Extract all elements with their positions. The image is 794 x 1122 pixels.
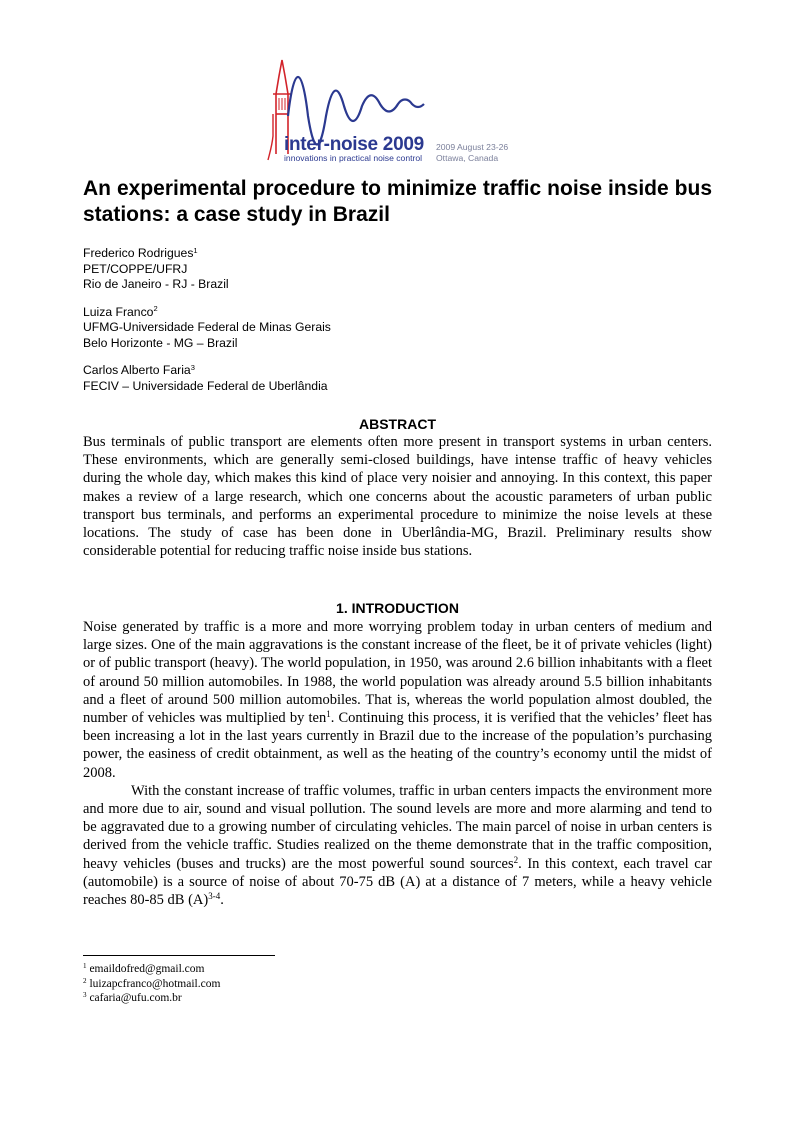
- author-name: Carlos Alberto Faria: [83, 363, 191, 377]
- footnote: [83, 962, 220, 977]
- paragraph: [83, 782, 712, 909]
- paragraph-text: . In this context, each travel car (automobile) is a source of noise of about 70-75 dB (A) at a distance of 7 meters, while a heavy vehicle reaches 80-85 dB (A): [83, 855, 712, 909]
- logo-name: inter-noise 2009: [284, 134, 424, 155]
- author-block: [83, 246, 331, 293]
- paragraph-text: Noise generated by traffic is a more and more worrying problem today in urban centers of medium and large sizes. One of the main aggravations is the constant increase of the fleet, be it of private vehicles (light) or of public transport (heavy). The world population, in 1950, was around 2.6 billion inhabitants with a fleet of around 50 million automobiles. In 1988, the world population was already around 5.5 billion inhabitants and a fleet of around 500 million automobiles. That is, whereas the world population almost doubled, the number of vehicles was multiplied by ten: [83, 619, 712, 727]
- citation-marker: 3-4: [208, 891, 221, 902]
- logo-tagline: innovations in practical noise control: [284, 153, 423, 163]
- introduction-body: [83, 618, 712, 909]
- footnote-marker: 2: [153, 304, 158, 314]
- introduction-heading: 1. INTRODUCTION: [336, 600, 459, 616]
- paragraph-text: . Continuing this process, it is verified that the vehicles’ fleet has been increasing a lot in the last years currently in Brazil due to the increase of the population’s purchasing power, the easiness of credit obtainment, as well as the heating of the country’s economy until the midst of 2008.: [83, 710, 712, 781]
- paragraph-text: With the constant increase of traffic volumes, traffic in urban centers impacts the environment more and more due to air, sound and visual pollution. The sound levels are more and more alarming and tend to be aggravated due to a growing number of circulating vehicles. The main parcel of noise in urban centers is derived from the vehicle traffic. Studies realized on the theme demonstrate that in the traffic composition, heavy vehicles (buses and trucks) are the most powerful sound sources: [83, 782, 712, 872]
- abstract-text: Bus terminals of public transport are elements often more present in transport systems in urban centers. These environments, which are generally semi-closed buildings, have intense traffic of heavy vehicles during the whole day, which makes this kind of place very noisier and annoying. In this context, this paper makes a review of a large research, which one concerns about the acoustic parameters of urban public transport bus terminals, and performs an experimental procedure to minimize the noise levels at these locations. The study of case has been done in Uberlândia-MG, Brazil. Preliminary results show considerable potential for reducing traffic noise inside bus stations.: [83, 434, 712, 560]
- footnote-marker: 1: [193, 245, 198, 255]
- footnote-divider: [83, 955, 275, 956]
- paragraph-text: .: [220, 892, 224, 909]
- author-list: [83, 246, 331, 406]
- footnote-mark: 2: [83, 976, 87, 985]
- logo-place: Ottawa, Canada: [436, 153, 499, 163]
- footnote-email[interactable]: emaildofred@gmail.com: [89, 963, 205, 975]
- paragraph: [83, 618, 712, 782]
- author-affiliation: UFMG-Universidade Federal de Minas Gerais: [83, 320, 331, 334]
- author-block: [83, 305, 331, 352]
- author-name: Frederico Rodrigues: [83, 246, 194, 260]
- citation-marker: 1: [326, 709, 331, 720]
- author-location: Rio de Janeiro - RJ - Brazil: [83, 277, 229, 291]
- footnote-mark: 1: [83, 962, 87, 971]
- citation-marker: 2: [513, 854, 519, 865]
- footnote-email[interactable]: cafaria@ufu.com.br: [89, 992, 182, 1004]
- paper-title: An experimental procedure to minimize traffic noise inside bus stations: a case study in Brazil: [83, 177, 712, 226]
- author-block: [83, 363, 331, 394]
- footnote: [83, 991, 220, 1006]
- author-name: Luiza Franco: [83, 304, 154, 319]
- conference-logo: [262, 54, 532, 166]
- footnote-mark: 3: [83, 991, 87, 1000]
- footnotes: [83, 962, 220, 1006]
- footnote: [83, 977, 220, 992]
- footnote-email[interactable]: luizapcfranco@hotmail.com: [89, 977, 221, 990]
- author-affiliation: FECIV – Universidade Federal de Uberlândia: [83, 378, 328, 393]
- logo-date: 2009 August 23-26: [436, 142, 509, 152]
- logo-meta: [436, 142, 508, 164]
- author-affiliation: PET/COPPE/UFRJ: [83, 261, 188, 276]
- footnote-marker: 3: [190, 362, 195, 372]
- author-location: Belo Horizonte - MG – Brazil: [83, 335, 238, 350]
- abstract-heading: ABSTRACT: [359, 416, 436, 432]
